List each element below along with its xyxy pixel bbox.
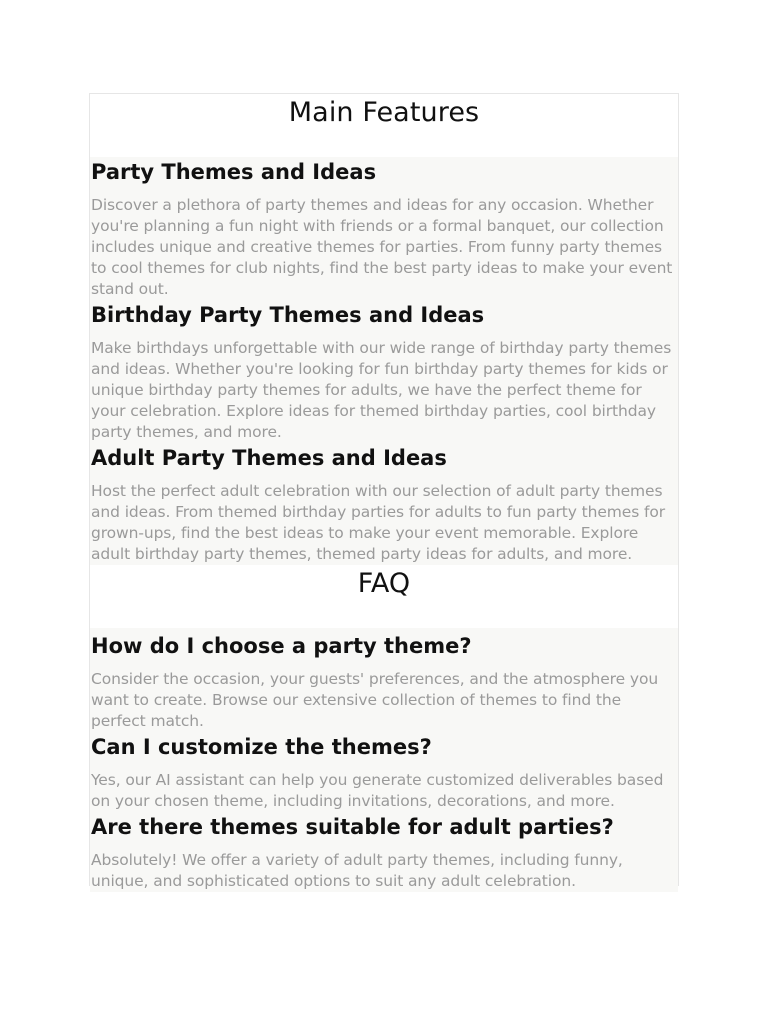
faq-answer: Absolutely! We offer a variety of adult party themes, including funny, unique, and sophisticated options to suit any adult celebration.: [91, 851, 623, 890]
faq-item: [90, 812, 678, 892]
faq-question: Are there themes suitable for adult parties?: [91, 815, 614, 839]
faq-heading: FAQ: [90, 565, 678, 628]
feature-item: [90, 157, 678, 300]
faq-item: [90, 631, 678, 732]
main-features-list: [90, 157, 678, 565]
feature-description: Make birthdays unforgettable with our wide range of birthday party themes and ideas. Whether you're looking for fun birthday party themes for kids or unique birthday party themes for adults, we have the perfect theme for your celebration. Explore ideas for themed birthday parties, cool birthday party themes, and more.: [91, 339, 672, 441]
faq-answer: Consider the occasion, your guests' preferences, and the atmosphere you want to create. Browse our extensive collection of themes to find the perfect match.: [91, 670, 659, 730]
feature-item: [90, 443, 678, 565]
faq-question: How do I choose a party theme?: [91, 634, 472, 658]
feature-title: Party Themes and Ideas: [91, 160, 377, 184]
feature-title: Adult Party Themes and Ideas: [91, 446, 447, 470]
feature-description: Host the perfect adult celebration with our selection of adult party themes and ideas. From themed birthday parties for adults to fun party themes for grown-ups, find the best ideas to make your event memorable. Explore adult birthday party themes, themed party ideas for adults, and more.: [91, 482, 666, 563]
feature-item: [90, 300, 678, 443]
faq-list: [90, 628, 678, 892]
feature-title: Birthday Party Themes and Ideas: [91, 303, 485, 327]
faq-item: [90, 732, 678, 812]
faq-answer: Yes, our AI assistant can help you generate customized deliverables based on your chosen theme, including invitations, decorations, and more.: [91, 771, 664, 810]
content-card: [89, 93, 679, 890]
feature-description: Discover a plethora of party themes and ideas for any occasion. Whether you're planning a fun night with friends or a formal banquet, our collection includes unique and creative themes for parties. From funny party themes to cool themes for club nights, find the best party ideas to make your event stand out.: [91, 196, 673, 298]
faq-question: Can I customize the themes?: [91, 735, 432, 759]
main-features-heading: Main Features: [90, 94, 678, 157]
